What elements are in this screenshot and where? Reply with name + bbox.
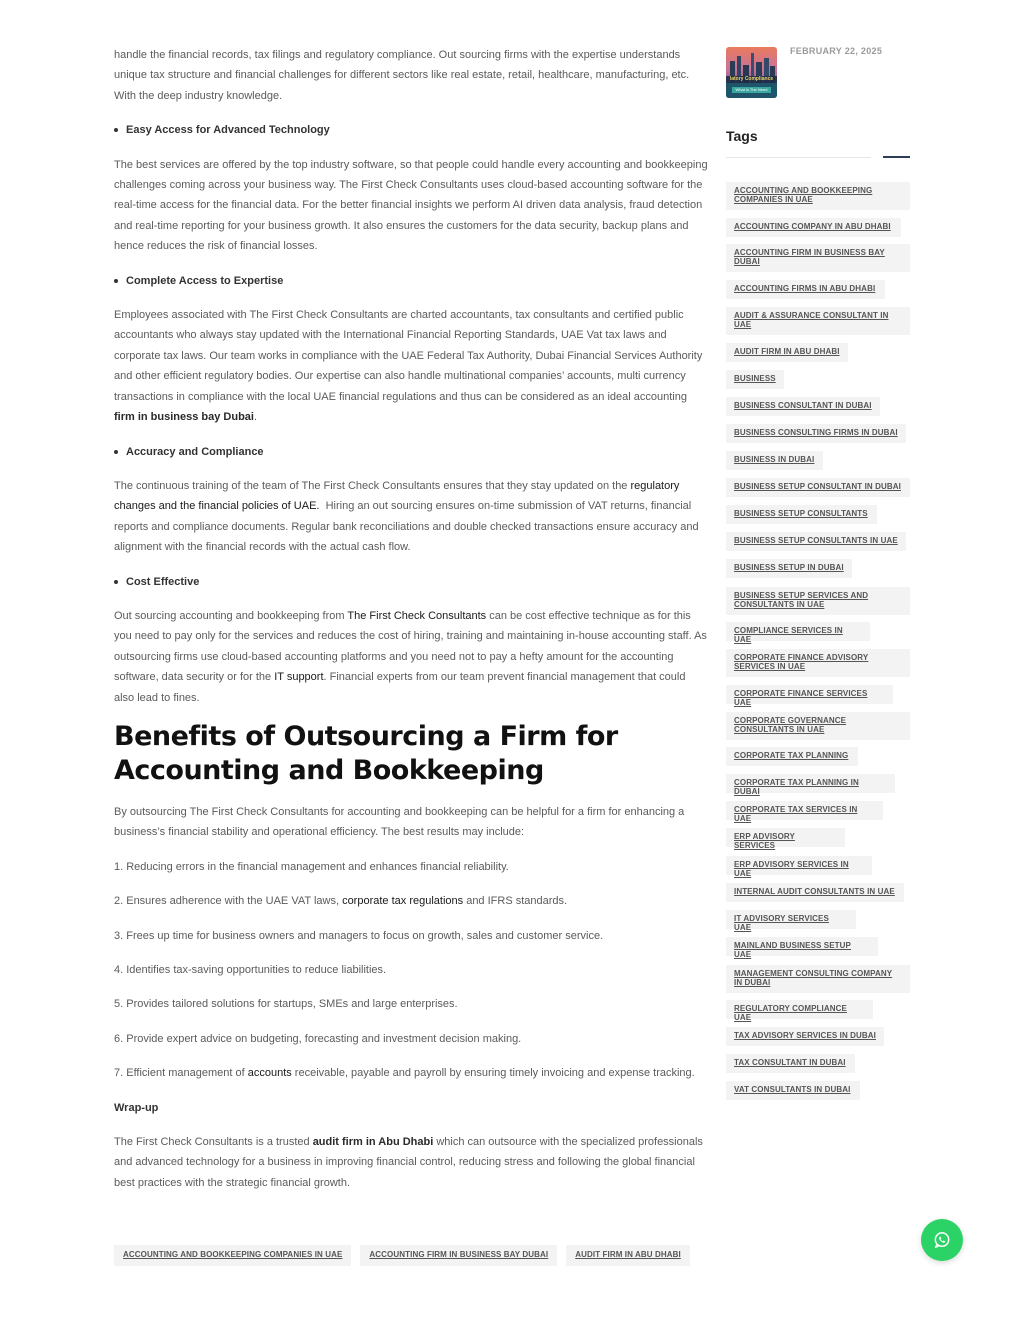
section-paragraph <box>114 606 708 708</box>
tag-link[interactable]: AUDIT & ASSURANCE CONSULTANT IN UAE <box>726 307 910 335</box>
paragraph-text: can be cost effective technique as for this you need to pay only for the services and reduces the cost of hiring, training and maintaining in-house accounting staff. As outsourcing firms use cloud-based accounting platforms and you need not to pay a hefty amount for the accounting software, data security or for the <box>114 609 707 684</box>
tag-link[interactable]: CORPORATE GOVERNANCE CONSULTANTS IN UAE <box>726 712 910 740</box>
paragraph-text: . Financial experts from our team prevent financial management that could also lead to fines. <box>114 671 686 704</box>
tag-link[interactable]: BUSINESS SETUP CONSULTANTS IN UAE <box>726 532 906 551</box>
tag-link[interactable]: BUSINESS SETUP IN DUBAI <box>726 559 852 578</box>
tag-link[interactable]: BUSINESS CONSULTING FIRMS IN DUBAI <box>726 424 906 443</box>
section-paragraph: The best services are offered by the top industry software, so that people could handle every accounting and bookkeeping challenges coming across your business way. The First Check Consultants uses cloud-based accounting software for the real-time access for the financial data. For the better financial insights we perform AI driven data analysis, fraud detection and real-time reporting for your business growth. It also ensures the customers for the data security, backup plans and hence reduces the risk of financial losses. <box>114 158 708 253</box>
post-tags <box>114 1245 690 1266</box>
tag-link[interactable]: REGULATORY COMPLIANCE UAE <box>726 1000 873 1019</box>
tag-link[interactable]: ACCOUNTING FIRM IN BUSINESS BAY DUBAI <box>726 244 910 272</box>
section-title: Benefits of Outsourcing a Firm for Accounting and Bookkeeping <box>114 720 618 786</box>
tag-link[interactable]: TAX CONSULTANT IN DUBAI <box>726 1054 855 1073</box>
paragraph-text: The continuous training of the team of The First Check Consultants ensures that they stay updated on the <box>114 479 631 492</box>
wrap-up-heading: Wrap-up <box>114 1101 159 1114</box>
tag-link[interactable]: ACCOUNTING FIRMS IN ABU DHABI <box>726 280 885 299</box>
recent-post-thumbnail[interactable] <box>726 47 777 98</box>
paragraph-text: Hiring an out sourcing ensures on-time submission of VAT returns, financial reports and compliance documents. Regular bank reconciliations and double checked transactions ensure accuracy and alignment with the financial records with the actual cash flow. <box>114 500 702 554</box>
tag-link[interactable]: COMPLIANCE SERVICES IN UAE <box>726 622 870 641</box>
bullet-dot <box>114 450 118 454</box>
post-tag[interactable]: AUDIT FIRM IN ABU DHABI <box>566 1245 690 1266</box>
tag-link[interactable]: MANAGEMENT CONSULTING COMPANY IN DUBAI <box>726 965 910 993</box>
firm-business-bay-link[interactable]: firm in business bay Dubai <box>114 411 254 424</box>
tag-link[interactable]: BUSINESS SETUP CONSULTANTS <box>726 505 877 524</box>
tag-link[interactable]: CORPORATE TAX PLANNING <box>726 747 858 766</box>
thumbnail-caption: latory Compliance <box>729 76 774 82</box>
tags-widget-title: Tags <box>726 128 758 144</box>
tag-link[interactable]: BUSINESS CONSULTANT IN DUBAI <box>726 397 880 416</box>
paragraph-text: 2. Ensures adherence with the UAE VAT laws, <box>114 895 343 908</box>
whatsapp-button[interactable] <box>921 1219 963 1261</box>
tag-link[interactable]: MAINLAND BUSINESS SETUP UAE <box>726 937 878 956</box>
bullet-heading-text: Cost Effective <box>126 575 200 588</box>
title-divider <box>726 157 871 158</box>
article-content <box>114 45 708 1193</box>
bullet-heading <box>114 271 708 291</box>
post-tag[interactable]: ACCOUNTING AND BOOKKEEPING COMPANIES IN UAE <box>114 1245 351 1266</box>
bullet-heading-text: Easy Access for Advanced Technology <box>126 124 330 137</box>
tag-link[interactable]: CORPORATE TAX PLANNING IN DUBAI <box>726 774 895 793</box>
bullet-heading <box>114 572 708 592</box>
tag-link[interactable]: TAX ADVISORY SERVICES IN DUBAI <box>726 1027 884 1046</box>
tag-link[interactable]: CORPORATE TAX SERVICES IN UAE <box>726 801 883 820</box>
tag-link[interactable]: BUSINESS SETUP SERVICES AND CONSULTANTS IN UAE <box>726 587 910 615</box>
whatsapp-icon <box>932 1230 952 1250</box>
tag-link[interactable]: BUSINESS IN DUBAI <box>726 451 823 470</box>
bullet-dot <box>114 580 118 584</box>
benefit-item: 3. Frees up time for business owners and managers to focus on growth, sales and customer service. <box>114 929 604 942</box>
bullet-heading <box>114 442 708 462</box>
benefit-item: 5. Provides tailored solutions for startups, SMEs and large enterprises. <box>114 998 458 1011</box>
title-accent-bar <box>883 156 910 158</box>
bullet-heading <box>114 120 708 140</box>
tag-link[interactable]: BUSINESS <box>726 370 784 389</box>
first-check-link[interactable]: The First Check Consultants <box>347 609 487 622</box>
intro-paragraph: handle the financial records, tax filings and regulatory compliance. Out sourcing firms with the expertise understands unique tax structure and financial challenges for different sectors like real estate, retail, healthcare, manufacturing, etc. With the deep industry knowledge. <box>114 49 690 102</box>
section-paragraph <box>114 305 708 427</box>
section-paragraph <box>114 476 708 558</box>
benefit-item: 4. Identifies tax-saving opportunities to reduce liabilities. <box>114 964 387 976</box>
benefit-item <box>114 1063 708 1083</box>
paragraph-text: receivable, payable and payroll by ensuring timely invoicing and expense tracking. <box>291 1067 695 1080</box>
paragraph-text: Out sourcing accounting and bookkeeping from <box>114 609 348 622</box>
paragraph-text: and IFRS standards. <box>463 895 568 908</box>
recent-post-date: FEBRUARY 22, 2025 <box>790 46 883 56</box>
tag-link[interactable]: ERP ADVISORY SERVICES <box>726 828 845 847</box>
bullet-heading-text: Accuracy and Compliance <box>126 445 264 458</box>
post-tag[interactable]: ACCOUNTING FIRM IN BUSINESS BAY DUBAI <box>360 1245 557 1266</box>
paragraph-text: which can outsource with the specialized professionals and advanced technology for a business in improving financial control, reducing stress and following the global financial best practices with the strategic financial growth. <box>114 1136 703 1189</box>
tag-link[interactable]: IT ADVISORY SERVICES UAE <box>726 910 856 929</box>
tag-link[interactable]: CORPORATE FINANCE ADVISORY SERVICES IN UAE <box>726 649 910 677</box>
benefits-intro: By outsourcing The First Check Consultants for accounting and bookkeeping can be helpful for a firm for enhancing a business’s financial stability and operational efficiency. The best results may include: <box>114 805 685 839</box>
bullet-dot <box>114 279 118 283</box>
benefit-item: 1. Reducing errors in the financial management and enhances financial reliability. <box>114 860 509 873</box>
paragraph-text: The First Check Consultants is a trusted <box>114 1136 313 1149</box>
accounts-link[interactable]: accounts <box>247 1067 292 1080</box>
benefit-item: 6. Provide expert advice on budgeting, forecasting and investment decision making. <box>114 1032 522 1045</box>
corporate-tax-link[interactable]: corporate tax regulations <box>342 895 464 908</box>
bullet-dot <box>114 128 118 132</box>
tag-link[interactable]: ACCOUNTING COMPANY IN ABU DHABI <box>726 218 901 237</box>
tag-link[interactable]: CORPORATE FINANCE SERVICES UAE <box>726 685 893 704</box>
tag-link[interactable]: VAT CONSULTANTS IN DUBAI <box>726 1081 860 1100</box>
tag-link[interactable]: AUDIT FIRM IN ABU DHABI <box>726 343 848 362</box>
tag-link[interactable]: ERP ADVISORY SERVICES IN UAE <box>726 856 872 875</box>
audit-firm-link[interactable]: audit firm in Abu Dhabi <box>312 1136 434 1149</box>
benefit-item <box>114 891 708 911</box>
tag-link[interactable]: BUSINESS SETUP CONSULTANT IN DUBAI <box>726 478 910 497</box>
bullet-heading-text: Complete Access to Expertise <box>126 274 284 287</box>
paragraph-text: 7. Efficient management of <box>114 1067 248 1080</box>
wrap-up-paragraph <box>114 1132 708 1193</box>
it-support-link[interactable]: IT support <box>274 671 324 684</box>
paragraph-text: . <box>253 411 258 424</box>
thumbnail-subtitle: What is The Need <box>735 87 768 92</box>
paragraph-text: Employees associated with The First Check Consultants are charted accountants, tax consultants and certified public accountants who always stay updated with the International Financial Reporting Standards, UAE Vat tax laws and corporate tax laws. Our team works in compliance with the UAE Federal Tax Authority, Dubai Financial Services Authority and other efficient regulatory bodies. Our expertise can also handle multinational companies’ accounts, multi currency transactions in compliance with the local UAE financial regulations and thus can be considered as an ideal accounting <box>114 309 703 403</box>
tag-link[interactable]: ACCOUNTING AND BOOKKEEPING COMPANIES IN UAE <box>726 182 910 210</box>
regulatory-changes-link[interactable]: regulatory changes and the financial policies of UAE. <box>114 479 680 513</box>
tag-link[interactable]: INTERNAL AUDIT CONSULTANTS IN UAE <box>726 883 904 902</box>
